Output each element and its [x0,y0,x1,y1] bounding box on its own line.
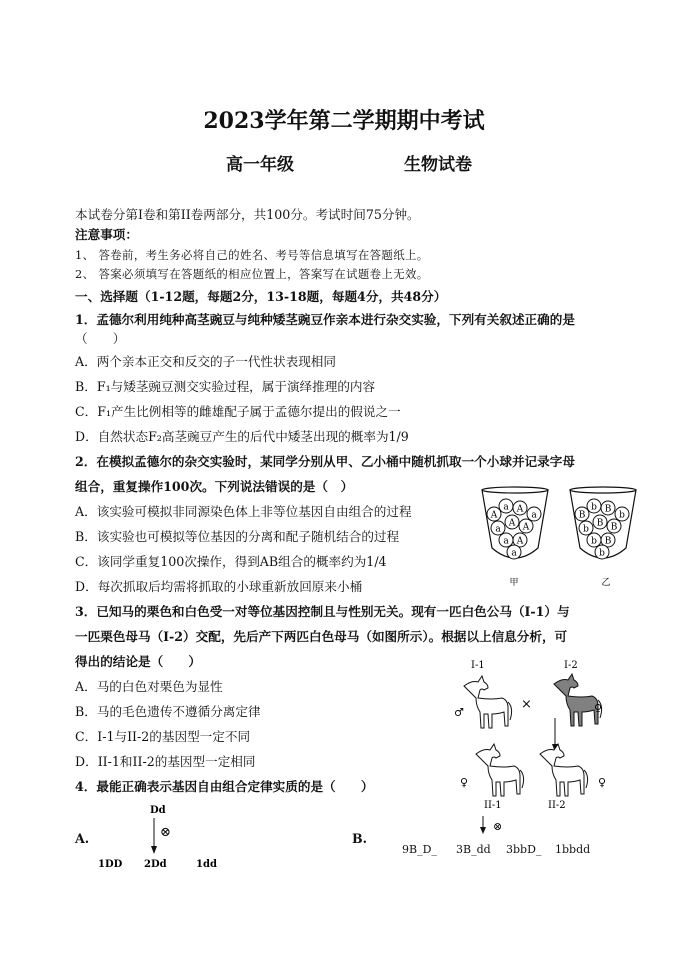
horse-pedigree-figure [448,656,628,836]
q4-option-b-label: B. [352,831,368,846]
ball-label: A [490,510,498,521]
cross-symbol: × [521,697,532,712]
q3-option-b: B．马的毛色遗传不遵循分离定律 [75,704,261,719]
ball-label: a [511,548,517,559]
ball-label: A [522,522,530,533]
q1-option-a: A．两个亲本正交和反交的子一代性状表现相同 [75,354,336,369]
self-symbol: ⊗ [160,825,171,840]
offspring-ratio: 1bbdd [555,843,591,856]
q3-stem-2: 一匹栗色母马（I-2）交配，先后产下两匹白色母马（如图所示）。根据以上信息分析，可 [75,629,568,644]
ball-label: B [610,522,618,533]
q3-option-c: C．I-1与II-2的基因型一定不同 [75,729,251,744]
male-symbol: ♂ [454,706,464,719]
section-heading: 一、选择题（1-12题，每题2分，13-18题，每题4分，共48分） [75,289,447,304]
label-i1: I-1 [471,660,485,671]
self-symbol: ⊗ [493,820,503,833]
horse-white-male-icon [464,676,512,728]
bucket-left [482,487,548,588]
offspring-ratio: 3bbD_ [506,843,542,856]
offspring-ratio: 9B_D_ [402,843,437,856]
q2-stem-2: 组合，重复操作100次。下列说法错误的是（ ） [75,479,354,494]
self-arrow-head [151,846,157,854]
ball-label: b [591,536,597,547]
bucket-figure [476,484,646,594]
ball-label: b [599,548,605,559]
grade-label: 高一年级 [226,155,294,175]
q2-option-c: C．该同学重复100次操作，得到AB组合的概率约为1/4 [75,554,387,569]
horse-white-female-icon [476,744,524,796]
offspring-genotype: 2Dd [144,859,167,870]
ball-label: a [531,510,537,521]
q1-option-d: D．自然状态F₂高茎豌豆产生的后代中矮茎出现的概率为1/9 [75,429,409,444]
q2-option-d: D．每次抓取后均需将抓取的小球重新放回原来小桶 [75,579,363,594]
q4-option-a-diagram [94,802,234,872]
q3-option-a: A．马的白色对栗色为显性 [75,679,223,694]
ball-label: A [516,536,524,547]
bucket-left-label: 甲 [509,578,519,588]
ball-label: B [578,510,586,521]
q1-option-b: B．F₁与矮茎豌豆测交实验过程，属于演绎推理的内容 [75,379,376,394]
q1-stem: 1．孟德尔利用纯种高茎豌豆与纯种矮茎豌豆作亲本进行杂交实验，下列有关叙述正确的是 [75,312,575,327]
q1-stem-bracket: （ ） [75,331,126,346]
female-symbol: ♀ [594,702,603,715]
ball-label: A [508,518,516,529]
ball-label: a [503,536,509,547]
bucket-right [570,487,636,588]
q4-stem: 4．最能正确表示基因自由组合定律实质的是（ ） [75,779,374,794]
q1-option-c: C．F₁产生比例相等的雌雄配子属于孟德尔提出的假说之一 [75,404,401,419]
ball-label: B [596,518,604,529]
q4-option-a-label: A. [75,831,90,846]
label-ii2: II-2 [548,800,566,811]
q2-stem: 2．在模拟孟德尔的杂交实验时，某同学分别从甲、乙小桶中随机抓取一个小球并记录字母 [75,454,575,469]
ball-label: b [619,510,625,521]
page-title: 2023学年第二学期期中考试 [203,108,485,134]
q2-option-b: B．该实验也可模拟等位基因的分离和配子随机结合的过程 [75,529,400,544]
ball-label: a [503,502,509,513]
note-item: 1、 答卷前，考生务必将自己的姓名、考号等信息填写在答题纸上。 [75,248,429,262]
label-i2: I-2 [564,660,578,671]
exam-description: 本试卷分第I卷和第II卷两部分，共100分。考试时间75分钟。 [75,207,420,222]
bucket-right-label: 乙 [601,578,611,588]
ball-label: A [516,504,524,515]
q2-option-a: A．该实验可模拟非同源染色体上非等位基因自由组合的过程 [75,504,412,519]
ball-label: b [591,502,597,513]
offspring-ratio: 3B_dd [456,843,491,856]
horse-white-female-icon [540,744,588,796]
label-ii1: II-1 [484,800,502,811]
female-symbol: ♀ [598,776,607,789]
subject-label: 生物试卷 [404,155,472,175]
horse-chestnut-female-icon [554,674,602,726]
ball-label: a [495,524,501,535]
q3-stem-3: 得出的结论是（ ） [75,654,201,669]
notes-title: 注意事项： [75,227,138,242]
q3-option-d: D．II-1和II-2的基因型一定相同 [75,754,256,769]
ball-label: B [604,536,612,547]
q3-stem: 3．已知马的栗色和白色受一对等位基因控制且与性别无关。现有一匹白色公马（I-1）与 [75,604,570,619]
note-item: 2、 答案必须填写在答题纸的相应位置上，答案写在试题卷上无效。 [75,267,429,281]
female-symbol: ♀ [460,776,469,789]
ball-label: b [583,524,589,535]
ball-label: B [604,504,612,515]
offspring-genotype: 1dd [196,859,217,870]
self-arrow-head [480,827,486,834]
offspring-genotype: 1DD [98,859,123,870]
parent-genotype: Dd [150,805,166,816]
